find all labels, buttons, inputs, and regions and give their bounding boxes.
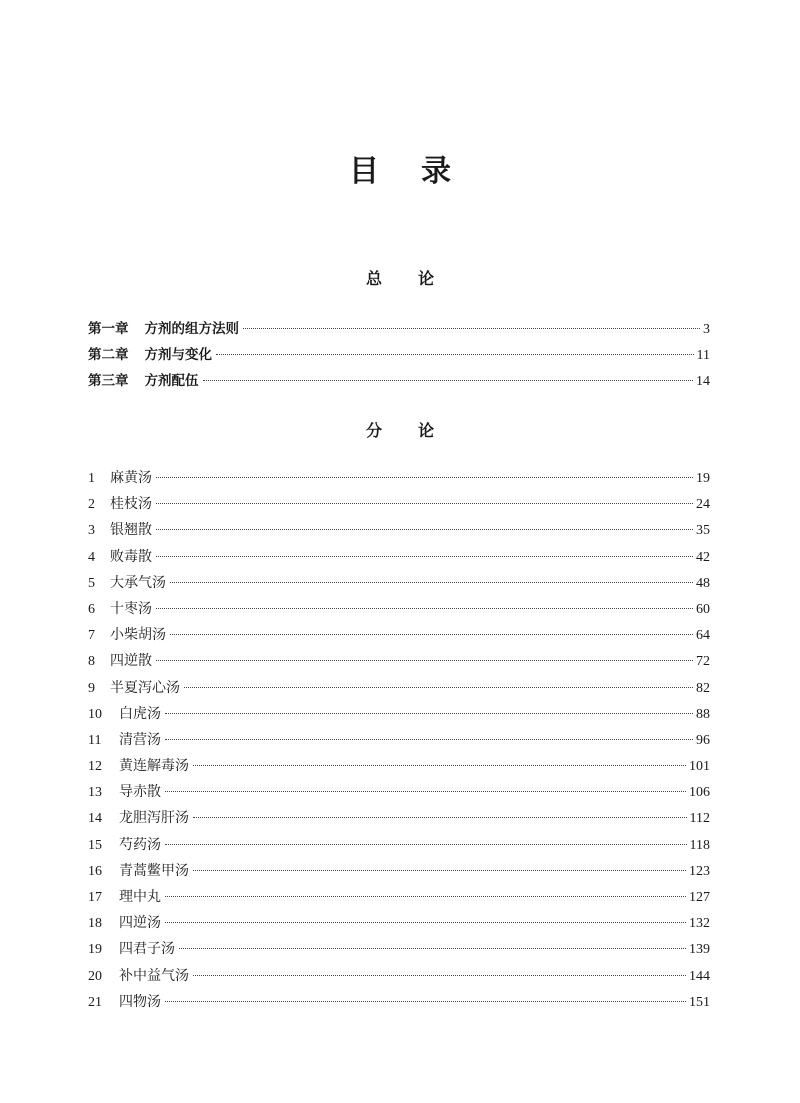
- entry-title: 芍药汤: [119, 836, 161, 853]
- entry-title: 四逆散: [110, 653, 152, 670]
- dot-leader: [156, 528, 693, 530]
- dot-leader: [165, 1000, 686, 1002]
- toc-entry[interactable]: [88, 780, 710, 806]
- entry-number: 18: [88, 916, 102, 932]
- toc-entry[interactable]: [88, 369, 710, 395]
- entry-title: 桂枝汤: [110, 496, 152, 513]
- entry-title: 导赤散: [119, 784, 161, 801]
- page-number: 42: [696, 549, 710, 565]
- dot-leader: [156, 476, 693, 478]
- entry-number: 19: [88, 942, 102, 958]
- dot-leader: [156, 659, 693, 661]
- page-number: 3: [703, 322, 710, 337]
- toc-entry[interactable]: [88, 702, 710, 728]
- dot-leader: [156, 555, 693, 557]
- toc-entry[interactable]: [88, 623, 710, 649]
- page-number: 132: [689, 916, 710, 932]
- entry-title: 龙胆泻肝汤: [119, 810, 189, 827]
- dot-leader: [165, 738, 693, 740]
- entry-title: 银翘散: [110, 522, 152, 539]
- page-number: 11: [696, 348, 710, 364]
- page-number: 101: [689, 759, 710, 775]
- page-number: 82: [696, 680, 710, 696]
- entry-title: 清营汤: [119, 731, 161, 748]
- toc-entry[interactable]: [88, 545, 710, 571]
- entry-title: 四逆汤: [119, 915, 161, 932]
- entry-title: 麻黄汤: [110, 470, 152, 486]
- entry-number: 10: [88, 706, 102, 722]
- dot-leader: [165, 843, 687, 845]
- toc-entry[interactable]: [88, 676, 710, 702]
- entry-number: 4: [88, 549, 95, 565]
- dot-leader: [179, 947, 686, 949]
- page-title: 目录: [349, 154, 493, 189]
- toc-entry[interactable]: [88, 518, 710, 544]
- entry-number: 11: [88, 732, 102, 748]
- chapter-list: [88, 317, 710, 396]
- dot-leader: [243, 327, 700, 329]
- dot-leader: [165, 790, 686, 792]
- toc-entry[interactable]: [88, 317, 710, 343]
- page-number: 72: [696, 654, 710, 670]
- toc-entry[interactable]: [88, 649, 710, 675]
- page-number: 96: [696, 732, 710, 748]
- entry-title: 方剂与变化: [144, 347, 212, 364]
- dot-leader: [216, 353, 694, 355]
- entry-number: 1: [88, 471, 95, 486]
- dot-leader: [156, 502, 693, 504]
- toc-entry[interactable]: [88, 885, 710, 911]
- entry-title: 方剂配伍: [144, 373, 199, 390]
- page-number: 19: [696, 471, 710, 486]
- page-number: 106: [689, 785, 710, 801]
- dot-leader: [193, 816, 687, 818]
- dot-leader: [165, 921, 686, 923]
- entry-number: 6: [88, 601, 95, 617]
- dot-leader: [193, 869, 686, 871]
- entry-title: 大承气汤: [110, 574, 166, 591]
- dot-leader: [156, 607, 693, 609]
- dot-leader: [193, 974, 686, 976]
- toc-entry[interactable]: [88, 728, 710, 754]
- page-number: 48: [696, 575, 710, 591]
- page-number: 35: [696, 523, 710, 539]
- toc-entry[interactable]: [88, 571, 710, 597]
- page-number: 118: [689, 837, 710, 853]
- entry-number: 第三章: [88, 373, 129, 390]
- entry-title: 半夏泻心汤: [110, 679, 180, 696]
- toc-entry[interactable]: [88, 937, 710, 963]
- toc-entry[interactable]: [88, 964, 710, 990]
- toc-entry[interactable]: [88, 492, 710, 518]
- entry-title: 四君子汤: [119, 941, 175, 958]
- section-heading-general: 总论: [365, 269, 470, 288]
- toc-entry[interactable]: [88, 859, 710, 885]
- dot-leader: [165, 712, 693, 714]
- entry-number: 5: [88, 575, 95, 591]
- dot-leader: [193, 764, 686, 766]
- entry-number: 8: [88, 654, 95, 670]
- entry-number: 第二章: [88, 347, 129, 364]
- entry-title: 理中丸: [119, 889, 161, 905]
- entry-number: 20: [88, 968, 102, 984]
- dot-leader: [203, 379, 694, 381]
- entry-number: 16: [88, 863, 102, 879]
- entry-number: 9: [88, 680, 95, 696]
- entry-title: 补中益气汤: [119, 967, 189, 984]
- entry-title: 四物汤: [119, 993, 161, 1010]
- entry-title: 方剂的组方法则: [144, 321, 239, 337]
- entry-number: 3: [88, 523, 95, 539]
- toc-entry[interactable]: [88, 754, 710, 780]
- entry-number: 15: [88, 837, 102, 853]
- page-number: 60: [696, 601, 710, 617]
- page-number: 112: [689, 811, 710, 827]
- page-number: 139: [689, 942, 710, 958]
- entry-title: 白虎汤: [119, 705, 161, 722]
- entry-title: 青蒿鳖甲汤: [119, 862, 189, 879]
- entry-number: 12: [88, 759, 102, 775]
- entry-number: 17: [88, 890, 102, 905]
- entry-title: 黄连解毒汤: [119, 758, 189, 775]
- toc-entry[interactable]: [88, 597, 710, 623]
- entry-number: 21: [88, 994, 102, 1010]
- page-number: 88: [696, 706, 710, 722]
- page-number: 24: [696, 497, 710, 513]
- toc-entry[interactable]: [88, 990, 710, 1016]
- page-number: 151: [689, 994, 710, 1010]
- page-number: 14: [696, 374, 710, 390]
- entry-title: 小柴胡汤: [110, 627, 166, 644]
- dot-leader: [170, 581, 693, 583]
- section-heading-specific: 分论: [365, 421, 470, 440]
- page-number: 123: [689, 863, 710, 879]
- dot-leader: [184, 686, 693, 688]
- entry-number: 2: [88, 497, 95, 513]
- entry-title: 十枣汤: [110, 600, 152, 617]
- page-number: 64: [696, 628, 710, 644]
- page-number: 127: [689, 890, 710, 905]
- dot-leader: [165, 895, 686, 897]
- entry-number: 14: [88, 811, 102, 827]
- toc-entry[interactable]: [88, 806, 710, 832]
- toc-entry[interactable]: [88, 911, 710, 937]
- toc-entry[interactable]: [88, 833, 710, 859]
- entry-number: 13: [88, 785, 102, 801]
- dot-leader: [170, 633, 693, 635]
- formula-list: [88, 466, 710, 1016]
- page-number: 144: [689, 968, 710, 984]
- toc-entry[interactable]: [88, 343, 710, 369]
- entry-number: 第一章: [88, 321, 129, 337]
- entry-number: 7: [88, 628, 95, 644]
- entry-title: 败毒散: [110, 548, 152, 565]
- toc-entry[interactable]: [88, 466, 710, 492]
